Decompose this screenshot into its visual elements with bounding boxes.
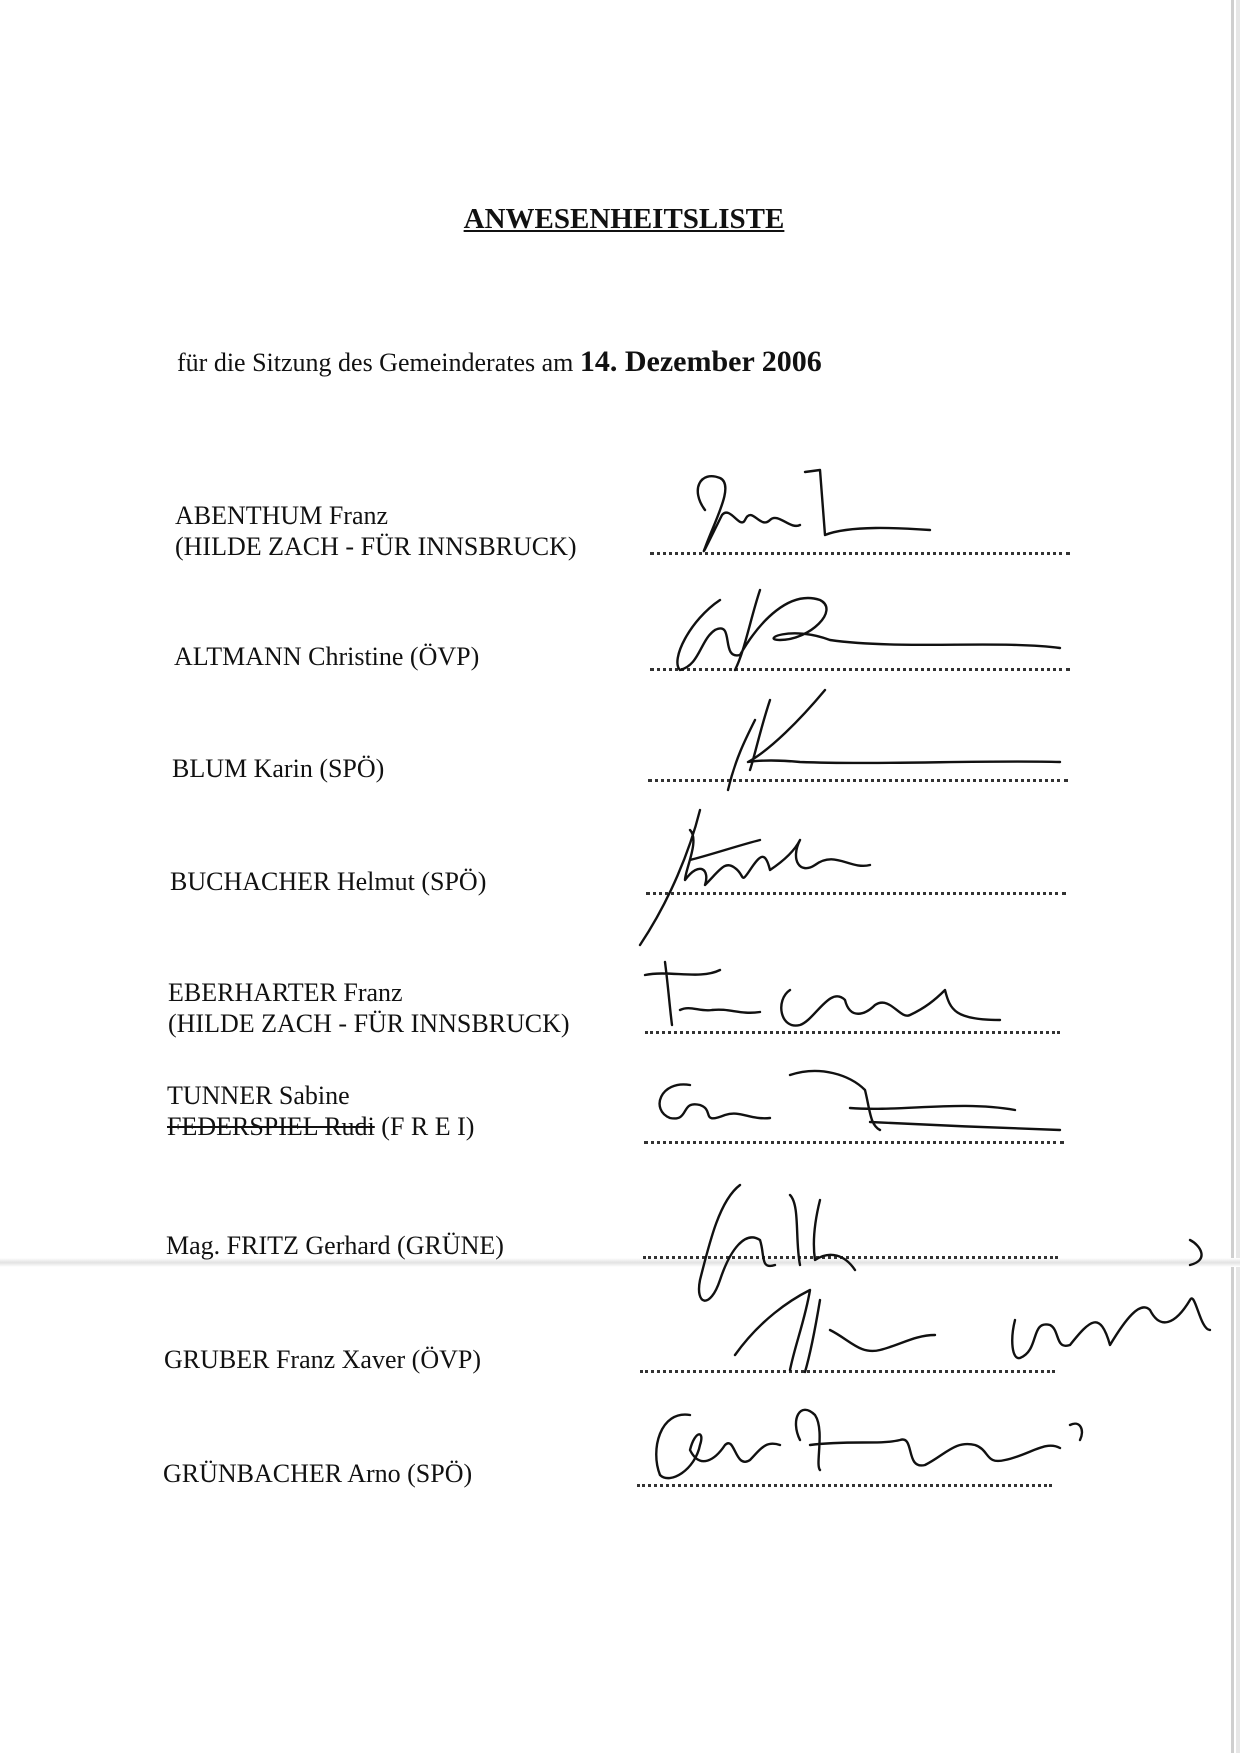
- signature-gruenbacher: [656, 1410, 1082, 1478]
- signature-tunner: [660, 1071, 1060, 1130]
- meeting-date: 14. Dezember 2006: [579, 345, 822, 378]
- subtitle-text: für die Sitzung des Gemeinderates am: [177, 348, 580, 377]
- signature-buchacher: [640, 810, 870, 945]
- signature-gruber: [735, 1290, 1210, 1372]
- struck-name: FEDERSPIEL Rudi: [167, 1112, 375, 1141]
- attendee-name: GRÜNBACHER Arno (SPÖ): [163, 1459, 473, 1488]
- attendee-name: BUCHACHER Helmut (SPÖ): [170, 867, 487, 896]
- attendee-name: BLUM Karin (SPÖ): [172, 754, 385, 783]
- signature-abenthum: [698, 470, 930, 551]
- attendee-name: TUNNER Sabine: [167, 1081, 350, 1110]
- signature-blum: [728, 690, 1060, 790]
- attendee-name: EBERHARTER Franz: [168, 978, 403, 1007]
- attendee-party: (HILDE ZACH - FÜR INNSBRUCK): [175, 532, 577, 561]
- attendee-name: ALTMANN Christine (ÖVP): [174, 642, 480, 671]
- signature-eberharter: [645, 962, 1000, 1026]
- attendee-party: (HILDE ZACH - FÜR INNSBRUCK): [168, 1009, 570, 1038]
- signature-fritz: [699, 1185, 1202, 1301]
- signature-altmann: [677, 590, 1060, 670]
- attendee-name: ABENTHUM Franz: [175, 501, 389, 530]
- attendee-name: GRUBER Franz Xaver (ÖVP): [164, 1345, 482, 1374]
- attendee-party: (F R E I): [374, 1112, 475, 1141]
- attendee-name: Mag. FRITZ Gerhard (GRÜNE): [166, 1231, 504, 1260]
- document-title: ANWESENHEITSLISTE: [463, 203, 785, 235]
